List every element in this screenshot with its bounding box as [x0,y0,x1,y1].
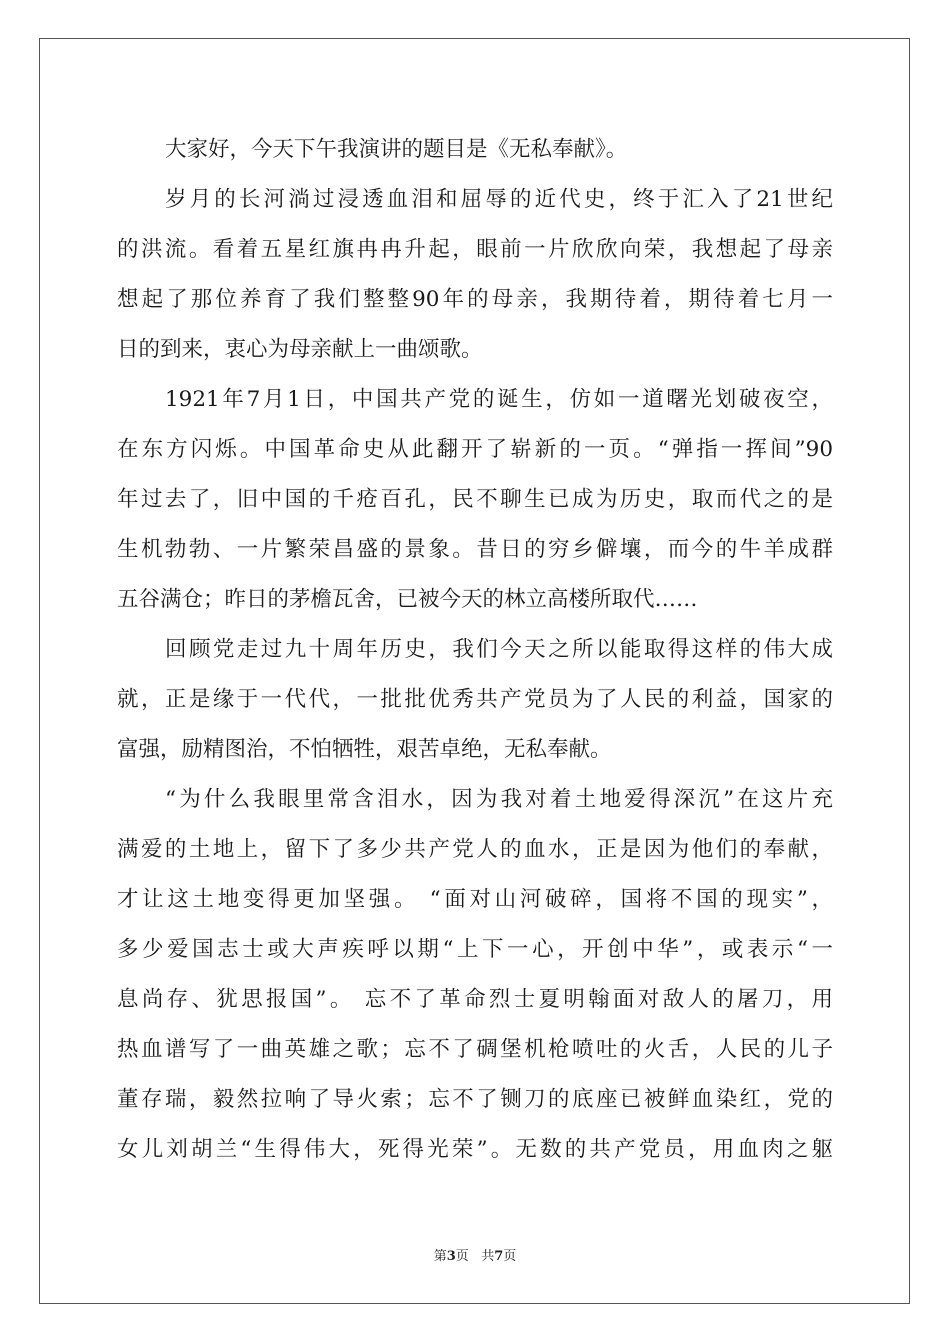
text-line: 富强，励精图治，不怕牺牲，艰苦卓绝，无私奉献。 [117,737,612,762]
text-line: 岁月的长河淌过浸透血泪和屈辱的近代史，终于汇入了21世纪 [165,187,833,212]
text-line: 大家好，今天下午我演讲的题目是《无私奉献》。 [165,137,628,162]
page-current: 3 [446,1249,456,1264]
text-line: 热血谱写了一曲英雄之歌；忘不了碉堡机枪喷吐的火舌，人民的儿子 [117,1037,833,1062]
page-unit: 页 [455,1249,469,1264]
text-line: 董存瑞，毅然拉响了导火索；忘不了铡刀的底座已被鲜血染红，党的 [117,1087,833,1112]
text-line: 的洪流。看着五星红旗冉冉升起，眼前一片欣欣向荣，我想起了母亲 [117,237,833,262]
text-line: 多少爱国志士或大声疾呼以期“上下一心，开创中华”，或表示“一 [117,937,833,962]
text-line: 满爱的土地上，留下了多少共产党人的血水，正是因为他们的奉献， [117,837,833,862]
text-line: 在东方闪烁。中国革命史从此翻开了崭新的一页。“弹指一挥间”90 [117,437,833,462]
text-line: 就，正是缘于一代代，一批批优秀共产党员为了人民的利益，国家的 [117,687,833,712]
text-line: 年过去了，旧中国的千疮百孔，民不聊生已成为历史，取而代之的是 [117,487,833,512]
text-line: 想起了那位养育了我们整整90年的母亲，我期待着，期待着七月一 [117,287,833,312]
text-line: 1921年7月1日，中国共产党的诞生，仿如一道曙光划破夜空， [165,387,833,412]
page-total: 7 [494,1249,504,1264]
text-line: 女儿刘胡兰“生得伟大，死得光荣”。无数的共产党员，用血肉之躯 [117,1137,833,1162]
page-prefix: 第 [433,1249,447,1264]
total-unit: 页 [503,1249,517,1264]
text-line: 日的到来，衷心为母亲献上一曲颂歌。 [117,337,483,362]
total-prefix: 共 [481,1249,495,1264]
text-line: 五谷满仓；昨日的茅檐瓦舍，已被今天的林立高楼所取代…… [117,587,698,612]
text-line: 才让这土地变得更加坚强。 “面对山河破碎，国将不国的现实”， [117,887,833,912]
page-footer [0,1245,950,1264]
text-line: 生机勃勃、一片繁荣昌盛的景象。昔日的穷乡僻壤，而今的牛羊成群 [117,537,833,562]
text-line: 息尚存、犹思报国”。 忘不了革命烈士夏明翰面对敌人的屠刀，用 [117,987,833,1012]
text-line: 回顾党走过九十周年历史，我们今天之所以能取得这样的伟大成 [165,637,833,662]
text-line: “为什么我眼里常含泪水，因为我对着土地爱得深沉”在这片充 [165,787,833,812]
